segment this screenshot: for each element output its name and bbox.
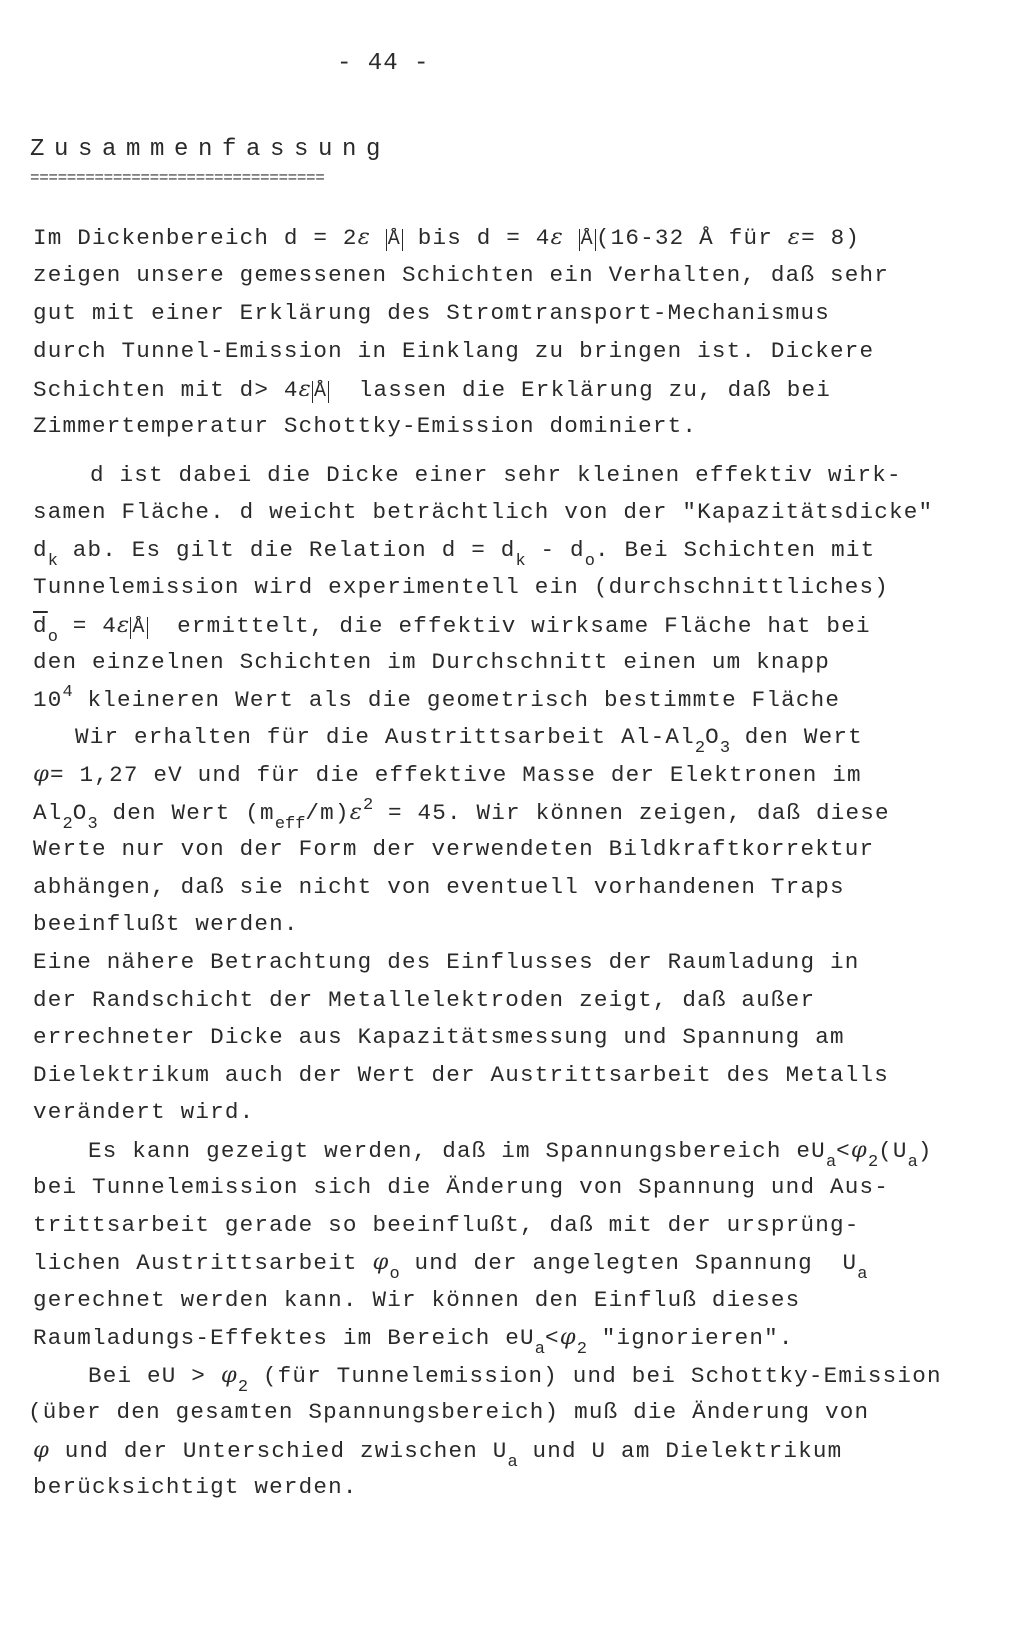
subscript: k: [515, 552, 526, 571]
angstrom-unit: Å: [580, 228, 594, 251]
text-line: [33, 1060, 889, 1090]
greek-symbol: φ: [850, 1137, 868, 1163]
subscript: 3: [719, 739, 731, 758]
text-line: [33, 1435, 843, 1472]
text-segment: Schichten mit d> 4: [33, 377, 299, 403]
section-heading: Zusammenfassung: [30, 136, 391, 163]
text-segment: lassen die Erklärung zu, daß bei: [329, 377, 831, 403]
text-segment: bei Tunnelemission sich die Änderung von Spannung und Aus-: [33, 1174, 889, 1200]
subscript: 3: [87, 815, 98, 834]
text-segment: trittsarbeit gerade so beeinflußt, daß mit der ursprüng-: [33, 1212, 860, 1238]
text-segment: ab. Es gilt die Relation d = d: [57, 537, 516, 563]
text-segment: [371, 225, 386, 251]
text-segment: Tunnelemission wird experimentell ein (durchschnittliches): [33, 574, 889, 600]
greek-symbol: ε: [357, 224, 372, 250]
text-segment: Al: [33, 800, 63, 826]
text-line: [33, 497, 933, 527]
text-line: [28, 1397, 869, 1427]
text-segment: /m): [305, 800, 350, 826]
text-segment: (über den gesamten Spannungsbereich) muß die Änderung von: [28, 1399, 870, 1425]
text-line: [33, 1210, 859, 1240]
text-line: [33, 298, 830, 328]
text-segment: Dielektrikum auch der Wert der Austrittsarbeit des Metalls: [33, 1062, 889, 1088]
text-line: [33, 1322, 794, 1359]
text-segment: O: [72, 800, 88, 826]
text-segment: Zimmertemperatur Schottky-Emission dominiert.: [33, 413, 698, 439]
text-segment: (für Tunnelemission) und bei Schottky-Emission: [248, 1363, 942, 1389]
text-line: [33, 947, 859, 977]
greek-symbol: ε: [298, 376, 312, 402]
text-line: [33, 1097, 254, 1127]
text-segment: durch Tunnel-Emission in Einklang zu bringen ist. Dickere: [33, 338, 875, 364]
text-line: [33, 909, 299, 939]
text-segment: = 4: [57, 613, 118, 639]
text-segment: berücksichtigt werden.: [33, 1474, 358, 1500]
text-segment: = 45. Wir können zeigen, daß diese: [373, 800, 890, 826]
text-segment: samen Fläche. d weicht beträchtlich von der "Kapazitätsdicke": [33, 499, 934, 525]
text-segment: (U: [878, 1138, 908, 1164]
text-line: [33, 796, 890, 834]
text-segment: "ignorieren".: [587, 1325, 794, 1351]
text-line: [33, 872, 845, 902]
text-segment: und der angelegten Spannung U: [399, 1250, 858, 1276]
text-line: [75, 722, 863, 758]
text-line: [33, 336, 874, 366]
subscript: a: [507, 1453, 518, 1472]
subscript: a: [857, 1265, 868, 1284]
text-line: [33, 1285, 800, 1315]
page-number: - 44 -: [337, 50, 430, 77]
text-line: [33, 1172, 889, 1202]
superscript: 2: [363, 796, 374, 815]
text-line: [33, 535, 876, 571]
text-segment: verändert wird.: [33, 1099, 255, 1125]
text-segment: = 8): [801, 225, 861, 251]
text-segment: errechneter Dicke aus Kapazitätsmessung und Spannung am: [33, 1024, 845, 1050]
text-segment: [564, 225, 579, 251]
text-line: [33, 411, 697, 441]
text-segment: O: [705, 724, 720, 750]
text-segment: d: [33, 537, 48, 563]
text-segment: (16-32 Å für: [595, 225, 788, 251]
text-segment: der Randschicht der Metallelektroden zeigt, daß außer: [33, 987, 816, 1013]
subscript: 2: [867, 1153, 879, 1172]
text-segment: ermittelt, die effektiv wirksame Fläche hat bei: [147, 613, 871, 639]
text-line: [33, 1247, 868, 1284]
text-line: [33, 260, 889, 290]
greek-symbol: φ: [33, 761, 51, 787]
superscript: 4: [62, 683, 73, 702]
angstrom-unit: Å: [387, 228, 401, 251]
text-segment: abhängen, daß sie nicht von eventuell vorhandenen Traps: [33, 874, 845, 900]
text-segment: Werte nur von der Form der verwendeten Bildkraftkorrektur: [33, 836, 875, 862]
text-segment: den Wert (m: [97, 800, 275, 826]
subscript: 2: [576, 1340, 587, 1359]
text-segment: den Wert: [730, 724, 863, 750]
greek-symbol: φ: [559, 1324, 577, 1350]
text-segment: und U am Dielektrikum: [517, 1438, 843, 1464]
greek-symbol: φ: [372, 1249, 390, 1275]
text-segment: $\overline{d}$: [33, 613, 48, 639]
text-segment: lichen Austrittsarbeit: [33, 1250, 373, 1276]
subscript: a: [825, 1153, 837, 1172]
subscript: a: [534, 1340, 545, 1359]
text-line: [33, 374, 831, 405]
text-segment: Bei eU >: [88, 1363, 221, 1389]
text-segment: zeigen unsere gemessenen Schichten ein Verhalten, daß sehr: [33, 262, 889, 288]
subscript: 2: [694, 739, 706, 758]
greek-symbol: φ: [33, 1437, 51, 1463]
text-segment: Raumladungs-Effektes im Bereich eU: [33, 1325, 535, 1351]
text-segment: gerechnet werden kann. Wir können den Einfluß dieses: [33, 1287, 801, 1313]
text-segment: bis d = 4: [402, 225, 551, 251]
subscript: o: [584, 552, 595, 571]
text-line: [33, 222, 860, 253]
angstrom-unit: Å: [313, 380, 328, 403]
greek-symbol: ε: [349, 799, 364, 825]
text-line: [33, 647, 830, 677]
text-line: [33, 572, 889, 602]
subscript: k: [47, 552, 58, 571]
text-segment: <: [545, 1325, 560, 1351]
greek-symbol: φ: [220, 1362, 238, 1388]
subscript: a: [907, 1153, 918, 1172]
subscript: eff: [274, 815, 306, 834]
text-segment: ): [917, 1138, 933, 1164]
greek-symbol: ε: [550, 224, 564, 250]
text-line: [33, 685, 840, 715]
text-segment: gut mit einer Erklärung des Stromtransport-Mechanismus: [33, 300, 830, 326]
text-segment: den einzelnen Schichten im Durchschnitt einen um knapp: [33, 649, 830, 675]
text-segment: Im Dickenbereich d = 2: [33, 225, 358, 251]
text-line: [33, 1022, 845, 1052]
text-segment: d ist dabei die Dicke einer sehr kleinen effektiv wirk-: [90, 462, 902, 488]
text-line: [88, 1135, 933, 1172]
subscript: 2: [62, 815, 73, 834]
text-segment: kleineren Wert als die geometrisch bestimmte Fläche: [72, 687, 841, 713]
text-segment: und der Unterschied zwischen U: [50, 1438, 508, 1464]
angstrom-unit: Å: [132, 616, 146, 639]
text-line: [33, 610, 871, 647]
text-line: [33, 985, 815, 1015]
text-line: [33, 1472, 358, 1502]
greek-symbol: ε: [787, 224, 802, 250]
heading-double-underline: ================================: [30, 169, 325, 187]
greek-symbol: ε: [117, 612, 131, 638]
text-segment: = 1,27 eV und für die effektive Masse der Elektronen im: [50, 762, 862, 788]
subscript: 2: [237, 1378, 249, 1397]
subscript: o: [389, 1265, 400, 1284]
text-segment: Wir erhalten für die Austrittsarbeit Al-Al: [75, 724, 695, 750]
text-line: [33, 759, 862, 790]
text-segment: - d: [525, 537, 585, 563]
text-segment: beeinflußt werden.: [33, 911, 299, 937]
text-segment: Es kann gezeigt werden, daß im Spannungsbereich eU: [88, 1138, 826, 1164]
text-line: [90, 460, 902, 490]
text-line: [88, 1360, 942, 1397]
text-segment: . Bei Schichten mit: [594, 537, 876, 563]
text-segment: Eine nähere Betrachtung des Einflusses der Raumladung in: [33, 949, 860, 975]
text-segment: 10: [33, 687, 63, 713]
text-segment: <: [836, 1138, 851, 1164]
text-line: [33, 834, 874, 864]
subscript: o: [47, 628, 58, 647]
